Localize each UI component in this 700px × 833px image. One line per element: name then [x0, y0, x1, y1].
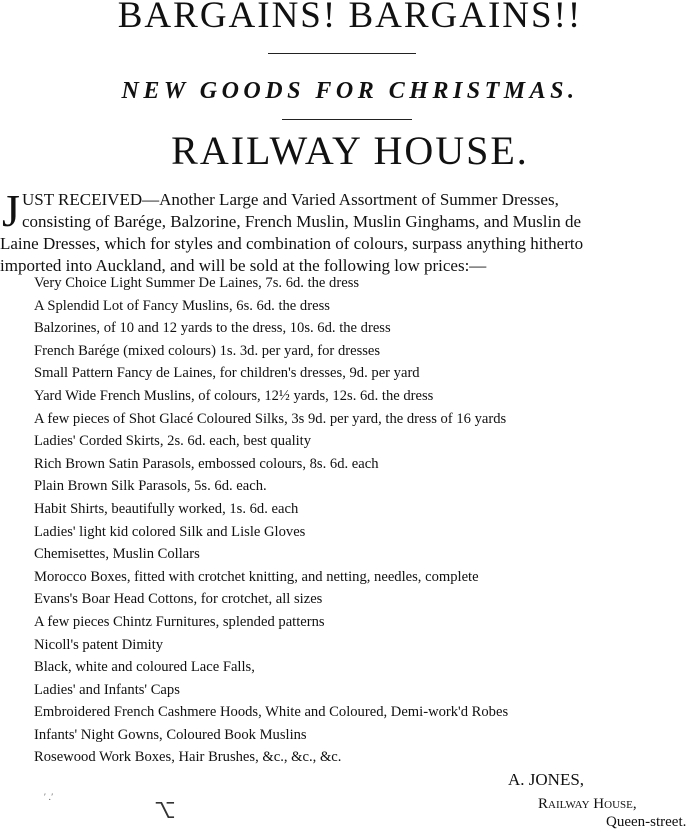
- divider-rule: [268, 53, 416, 54]
- drop-cap: J: [2, 185, 20, 236]
- list-item: Evans's Boar Head Cottons, for crotchet, all sizes: [34, 591, 323, 608]
- intro-line: consisting of Barége, Balzorine, French Muslin, Muslin Ginghams, and Muslin de: [22, 212, 582, 231]
- ink-smudge: ⌥: [154, 798, 176, 823]
- signature-house: Railway House,: [538, 796, 637, 812]
- shop-name: RAILWAY HOUSE.: [171, 128, 529, 173]
- list-item: French Barége (mixed colours) 1s. 3d. per yard, for dresses: [34, 342, 381, 359]
- price-list: [34, 272, 508, 769]
- list-item: Very Choice Light Summer De Laines, 7s. 6d. the dress: [34, 275, 360, 291]
- list-item: Embroidered French Cashmere Hoods, White and Coloured, Demi-work'd Robes: [34, 704, 509, 721]
- list-item: Habit Shirts, beautifully worked, 1s. 6d. each: [34, 500, 299, 517]
- list-item: Nicoll's patent Dimity: [34, 636, 164, 653]
- list-item: Yard Wide French Muslins, of colours, 12½ yards, 12s. 6d. the dress: [34, 387, 434, 404]
- list-item: Rich Brown Satin Parasols, embossed colours, 8s. 6d. each: [34, 455, 379, 472]
- list-item: Morocco Boxes, fitted with crotchet knitting, and netting, needles, complete: [34, 568, 479, 585]
- list-item: A few pieces of Shot Glacé Coloured Silks, 3s 9d. per yard, the dress of 16 yards: [34, 410, 507, 427]
- intro-line: UST RECEIVED—Another Large and Varied Assortment of Summer Dresses,: [22, 190, 559, 209]
- ink-smudge: ′ ․′: [44, 792, 54, 802]
- divider-rule: [282, 119, 412, 120]
- list-item: A Splendid Lot of Fancy Muslins, 6s. 6d. the dress: [34, 297, 330, 314]
- list-item: Balzorines, of 10 and 12 yards to the dress, 10s. 6d. the dress: [34, 320, 391, 337]
- list-item: Plain Brown Silk Parasols, 5s. 6d. each.: [34, 478, 267, 495]
- intro-line: imported into Auckland, and will be sold at the following low prices:—: [0, 256, 487, 275]
- list-item: Ladies' light kid colored Silk and Lisle Gloves: [34, 523, 306, 540]
- signature-street: Queen-street.: [606, 814, 687, 830]
- list-item: Chemisettes, Muslin Collars: [34, 546, 200, 563]
- list-item: Black, white and coloured Lace Falls,: [34, 659, 255, 676]
- subheadline: NEW GOODS FOR CHRISTMAS.: [121, 78, 579, 104]
- headline: BARGAINS! BARGAINS!!: [117, 0, 583, 36]
- list-item: Rosewood Work Boxes, Hair Brushes, &c., &c., &c.: [34, 749, 342, 766]
- intro-line: Laine Dresses, which for styles and combination of colours, surpass anything hitherto: [0, 234, 584, 253]
- list-item: Ladies' and Infants' Caps: [34, 681, 180, 698]
- list-item: Infants' Night Gowns, Coloured Book Muslins: [34, 726, 307, 743]
- list-item: Ladies' Corded Skirts, 2s. 6d. each, best quality: [34, 433, 312, 450]
- signature-name: A. JONES,: [508, 770, 585, 789]
- list-item: Small Pattern Fancy de Laines, for children's dresses, 9d. per yard: [34, 365, 420, 382]
- list-item: A few pieces Chintz Furnitures, splended patterns: [34, 613, 325, 630]
